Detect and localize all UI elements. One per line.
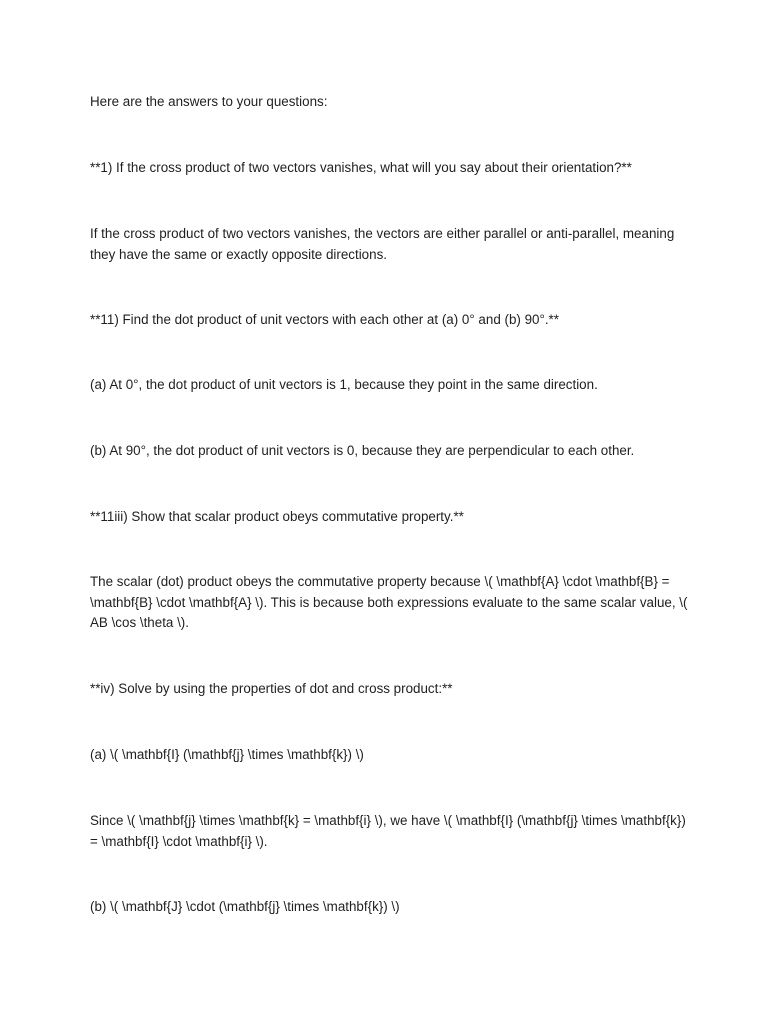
question-2-answer-a: (a) At 0°, the dot product of unit vectors is 1, because they point in the same direction. — [90, 377, 598, 392]
question-2-answer-b: (b) At 90°, the dot product of unit vectors is 0, because they are perpendicular to each other. — [90, 443, 635, 458]
question-4-heading: **iv) Solve by using the properties of dot and cross product:** — [90, 681, 453, 696]
question-1-heading: **1) If the cross product of two vectors vanishes, what will you say about their orientation?** — [90, 160, 632, 175]
question-3-answer: The scalar (dot) product obeys the commutative property because \( \mathbf{A} \cdot \mathbf{B} = \mathbf{B} \cdot \mathbf{A} \). This is because both expressions evaluate to the same scalar value, \( AB \cos \theta \). — [90, 574, 688, 630]
question-4-part-a: (a) \( \mathbf{I} (\mathbf{j} \times \mathbf{k}) \) — [90, 747, 364, 762]
intro-text: Here are the answers to your questions: — [90, 94, 328, 109]
question-3-heading: **11iii) Show that scalar product obeys commutative property.** — [90, 509, 464, 524]
question-4-part-b: (b) \( \mathbf{J} \cdot (\mathbf{j} \times \mathbf{k}) \) — [90, 899, 400, 914]
question-2-heading: **11) Find the dot product of unit vectors with each other at (a) 0° and (b) 90°.** — [90, 312, 559, 327]
question-1-answer: If the cross product of two vectors vanishes, the vectors are either parallel or anti-parallel, meaning they have the same or exactly opposite directions. — [90, 226, 675, 262]
question-4-part-a-answer: Since \( \mathbf{j} \times \mathbf{k} = \mathbf{i} \), we have \( \mathbf{I} (\mathbf{j} \times \mathbf{k}) = \mathbf{I} \cdot \mathbf{i} \). — [90, 813, 686, 849]
